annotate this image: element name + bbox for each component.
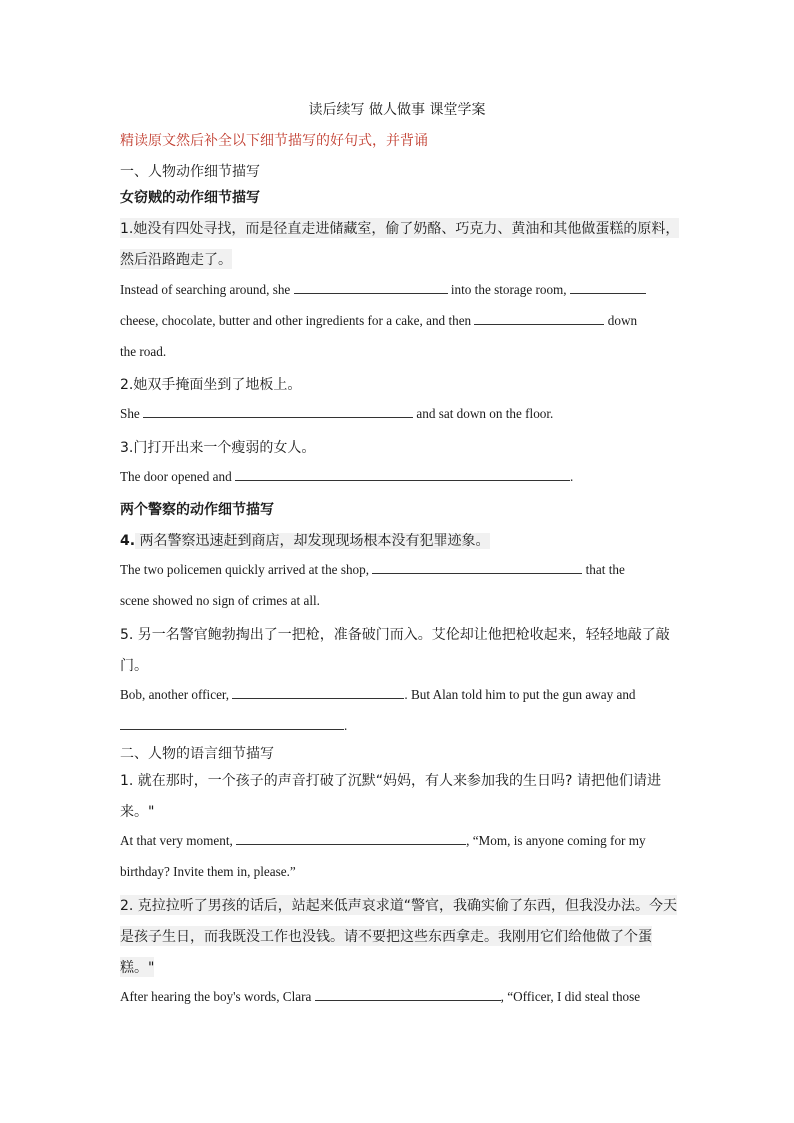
- q1-en-text-b: into the storage room,: [450, 282, 567, 297]
- q5-zh-line1: 5. 另一名警官鲍勃掏出了一把枪，准备破门而入。艾伦却让他把枪收起来，轻轻地敲了敲: [120, 627, 670, 643]
- q2-en-text-b: and sat down on the floor.: [416, 406, 554, 421]
- s2q2-zh-line1: 2. 克拉拉听了男孩的话后，站起来低声哀求道“警官，我确实偷了东西，但我没办法。今天: [120, 895, 677, 915]
- q4-blank[interactable]: [372, 562, 582, 574]
- q5-en-line2: [120, 718, 347, 734]
- q3-en-text-b: .: [570, 469, 574, 484]
- q4-en-line2: scene showed no sign of crimes at all.: [120, 593, 320, 608]
- q5-en-text-b: . But Alan told him to put the gun away and: [404, 687, 636, 702]
- q1-en-text-d: down: [607, 313, 638, 328]
- q1-en-text-c: cheese, chocolate, butter and other ingredients for a cake, and then: [120, 313, 472, 328]
- s2q2-blank[interactable]: [315, 989, 501, 1001]
- section1-sub1: 女窃贼的动作细节描写: [120, 190, 260, 206]
- q5-en-text-c: .: [344, 718, 348, 733]
- s2q2-en-line1: [120, 989, 640, 1005]
- q1-blank-1[interactable]: [294, 282, 448, 294]
- s2q1-zh-line2: 来。": [120, 804, 155, 820]
- q4-number: 4.: [120, 533, 136, 549]
- q5-en-text-a: Bob, another officer,: [120, 687, 230, 702]
- q1-zh-line1: 1.她没有四处寻找，而是径直走进储藏室，偷了奶酪、巧克力、黄油和其他做蛋糕的原料，: [120, 218, 679, 238]
- s2q2-zh-line2: 是孩子生日，而我既没工作也没钱。请不要把这些东西拿走。我刚用它们给他做了个蛋: [120, 926, 652, 946]
- q5-blank-2[interactable]: [120, 718, 344, 730]
- q1-en-line1: [120, 282, 646, 298]
- q3-en-text-a: The door opened and: [120, 469, 232, 484]
- q2-en: [120, 406, 553, 422]
- instruction: 精读原文然后补全以下细节描写的好句式，并背诵: [120, 133, 428, 149]
- q4-zh: [120, 530, 490, 550]
- q4-en-text-a: The two policemen quickly arrived at the shop,: [120, 562, 370, 577]
- q3-zh: 3.门打开出来一个瘦弱的女人。: [120, 440, 316, 456]
- s2q1-en-text-b: , “Mom, is anyone coming for my: [466, 833, 646, 848]
- q5-blank-1[interactable]: [232, 687, 404, 699]
- q5-zh-line2: 门。: [120, 658, 148, 674]
- section1-sub2: 两个警察的动作细节描写: [120, 502, 274, 518]
- s2q2-zh-line3: 糕。": [120, 957, 154, 977]
- q3-en: [120, 469, 573, 485]
- q2-en-text-a: She: [120, 406, 140, 421]
- s2q2-en-text-a: After hearing the boy's words, Clara: [120, 989, 312, 1004]
- s2q1-en-line1: [120, 833, 646, 849]
- s2q1-blank[interactable]: [236, 833, 466, 845]
- q1-zh-line2: 然后沿路跑走了。: [120, 249, 232, 269]
- q5-en-line1: [120, 687, 636, 703]
- s2q1-en-line2: birthday? Invite them in, please.”: [120, 864, 296, 879]
- q4-zh-text: 两名警察迅速赶到商店，却发现现场根本没有犯罪迹象。: [135, 533, 490, 549]
- q2-zh: 2.她双手掩面坐到了地板上。: [120, 377, 302, 393]
- q3-blank[interactable]: [235, 469, 570, 481]
- q1-blank-2[interactable]: [570, 282, 646, 294]
- q1-en-line3: the road.: [120, 344, 167, 359]
- q1-en-text-a: Instead of searching around, she: [120, 282, 291, 297]
- q1-blank-3[interactable]: [474, 313, 604, 325]
- q4-en-line1: [120, 562, 625, 578]
- q4-en-text-b: that the: [585, 562, 625, 577]
- s2q1-en-text-a: At that very moment,: [120, 833, 233, 848]
- page-title: 读后续写 做人做事 课堂学案: [308, 102, 486, 118]
- s2q1-zh-line1: 1. 就在那时，一个孩子的声音打破了沉默“妈妈，有人来参加我的生日吗? 请把他们请进: [120, 773, 661, 789]
- section2-heading: 二、人物的语言细节描写: [120, 746, 274, 762]
- s2q2-en-text-b: , “Officer, I did steal those: [500, 989, 641, 1004]
- q1-en-line2: [120, 313, 637, 329]
- q2-blank[interactable]: [143, 406, 413, 418]
- section1-heading: 一、人物动作细节描写: [120, 164, 260, 180]
